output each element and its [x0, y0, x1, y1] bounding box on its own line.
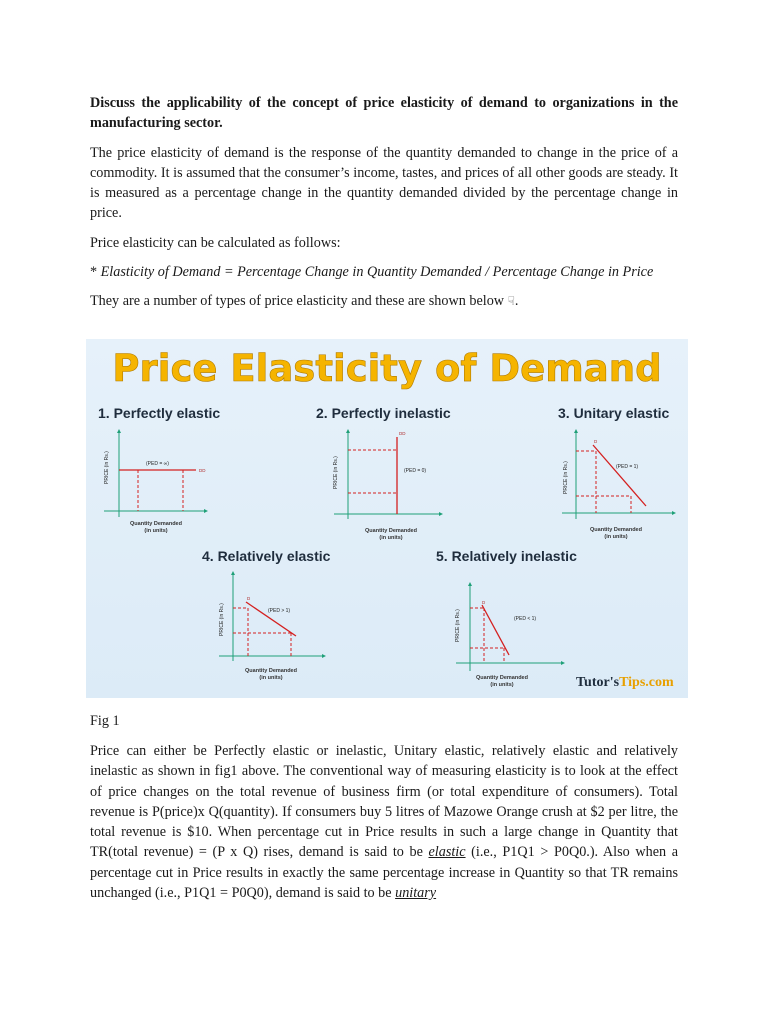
explanation-paragraph: [90, 741, 678, 903]
x-axis-label: Quantity Demanded: [590, 527, 642, 533]
y-axis-label: PRICE (in Rs.): [104, 451, 110, 484]
ped-label: (PED < 1): [514, 616, 537, 622]
ped-label: (PED > 1): [268, 608, 291, 614]
curve-label: DD: [399, 431, 406, 436]
panel-unitary-elastic: [558, 405, 674, 540]
x-axis-label: Quantity Demanded: [365, 528, 417, 534]
curve-label: D: [594, 439, 598, 444]
explanation-section: [90, 741, 678, 903]
panel-title: 1. Perfectly elastic: [98, 405, 221, 421]
brand-part-a: Tutor's: [576, 675, 620, 690]
panel-relatively-elastic: [202, 548, 331, 681]
question-heading: Discuss the applicability of the concept of price elasticity of demand to organizations in the manufacturing sector.: [90, 95, 678, 132]
x-axis-unit: (in units): [144, 528, 168, 534]
panel-title: 4. Relatively elastic: [202, 548, 331, 564]
y-axis-label: PRICE (in Rs.): [563, 461, 569, 494]
types-paragraph: [90, 291, 678, 311]
panel-title: 2. Perfectly inelastic: [316, 405, 451, 421]
elasticity-figure: [86, 339, 688, 698]
panel-relatively-inelastic: [436, 548, 577, 688]
panel-perfectly-inelastic: [316, 405, 451, 541]
panel-title: 5. Relatively inelastic: [436, 548, 577, 564]
ped-label: (PED = 0): [404, 468, 427, 474]
intro-paragraph: The price elasticity of demand is the response of the quantity demanded to change in the price of a commodity. It is assumed that the consumer’s income, tastes, and prices of all other goods are steady. It is measured as a percentage change in the quantity demanded divided by the percentage change in price.: [90, 144, 678, 222]
formula-bullet: *: [90, 264, 98, 281]
unitary-term: unitary: [395, 885, 437, 902]
x-axis-unit: (in units): [490, 682, 514, 688]
curve-label: D: [247, 596, 251, 601]
brand-part-b: Tips.com: [619, 675, 674, 690]
types-text: They are a number of types of price elasticity and these are shown below: [90, 293, 505, 310]
pointing-down-hand-icon: ☟: [507, 294, 515, 309]
document-body: [90, 93, 678, 312]
explanation-part-a: Price can either be Perfectly elastic or inelastic, Unitary elastic, relatively elastic and relatively inelastic as shown in fig1 above. The conventional way of measuring elasticity is to look at the effect of price changes on the total revenue of business firm (or total expenditure of consumers). Total revenue is P(price)x Q(quantity). If consumers buy 5 litres of Mazowe Orange crush at $2 per litre, the total revenue is $10. When percentage cut in Price results in such a large change in Quantity that TR(total revenue) = (P x Q) rises, demand is said to be: [90, 743, 678, 861]
ped-label: (PED = ∞): [146, 461, 169, 467]
x-axis-label: Quantity Demanded: [245, 668, 297, 674]
x-axis-unit: (in units): [259, 675, 283, 681]
calc-paragraph: Price elasticity can be calculated as follows:: [90, 234, 341, 251]
x-axis-label: Quantity Demanded: [476, 675, 528, 681]
panel-perfectly-elastic: [98, 405, 220, 534]
figure-title: Price Elasticity of Demand: [112, 347, 662, 390]
types-end: .: [514, 293, 519, 310]
panel-title: 3. Unitary elastic: [558, 405, 670, 421]
x-axis-label: Quantity Demanded: [130, 521, 182, 527]
y-axis-label: PRICE (in Rs.): [333, 456, 339, 489]
brand-logo: [576, 675, 674, 690]
ped-label: (PED = 1): [616, 464, 639, 470]
x-axis-unit: (in units): [379, 535, 403, 541]
y-axis-label: PRICE (in Rs.): [219, 603, 225, 636]
formula-paragraph: [90, 262, 678, 282]
elastic-term: elastic: [428, 844, 466, 861]
figure-caption: Fig 1: [90, 713, 120, 729]
curve-label: D: [482, 600, 486, 605]
explanation-part-b: (i.e., P1Q1 > P0Q0.). Also when a percentage cut in Price results in exactly the same percentage increase in Quantity so that TR remains unchanged (i.e., P1Q1 = P0Q0), demand is said to be: [90, 844, 679, 902]
curve-label: DD: [199, 468, 206, 473]
y-axis-label: PRICE (in Rs.): [455, 609, 461, 642]
formula-text: Elasticity of Demand = Percentage Change in Quantity Demanded / Percentage Change in Price: [100, 264, 654, 281]
x-axis-unit: (in units): [604, 534, 628, 540]
